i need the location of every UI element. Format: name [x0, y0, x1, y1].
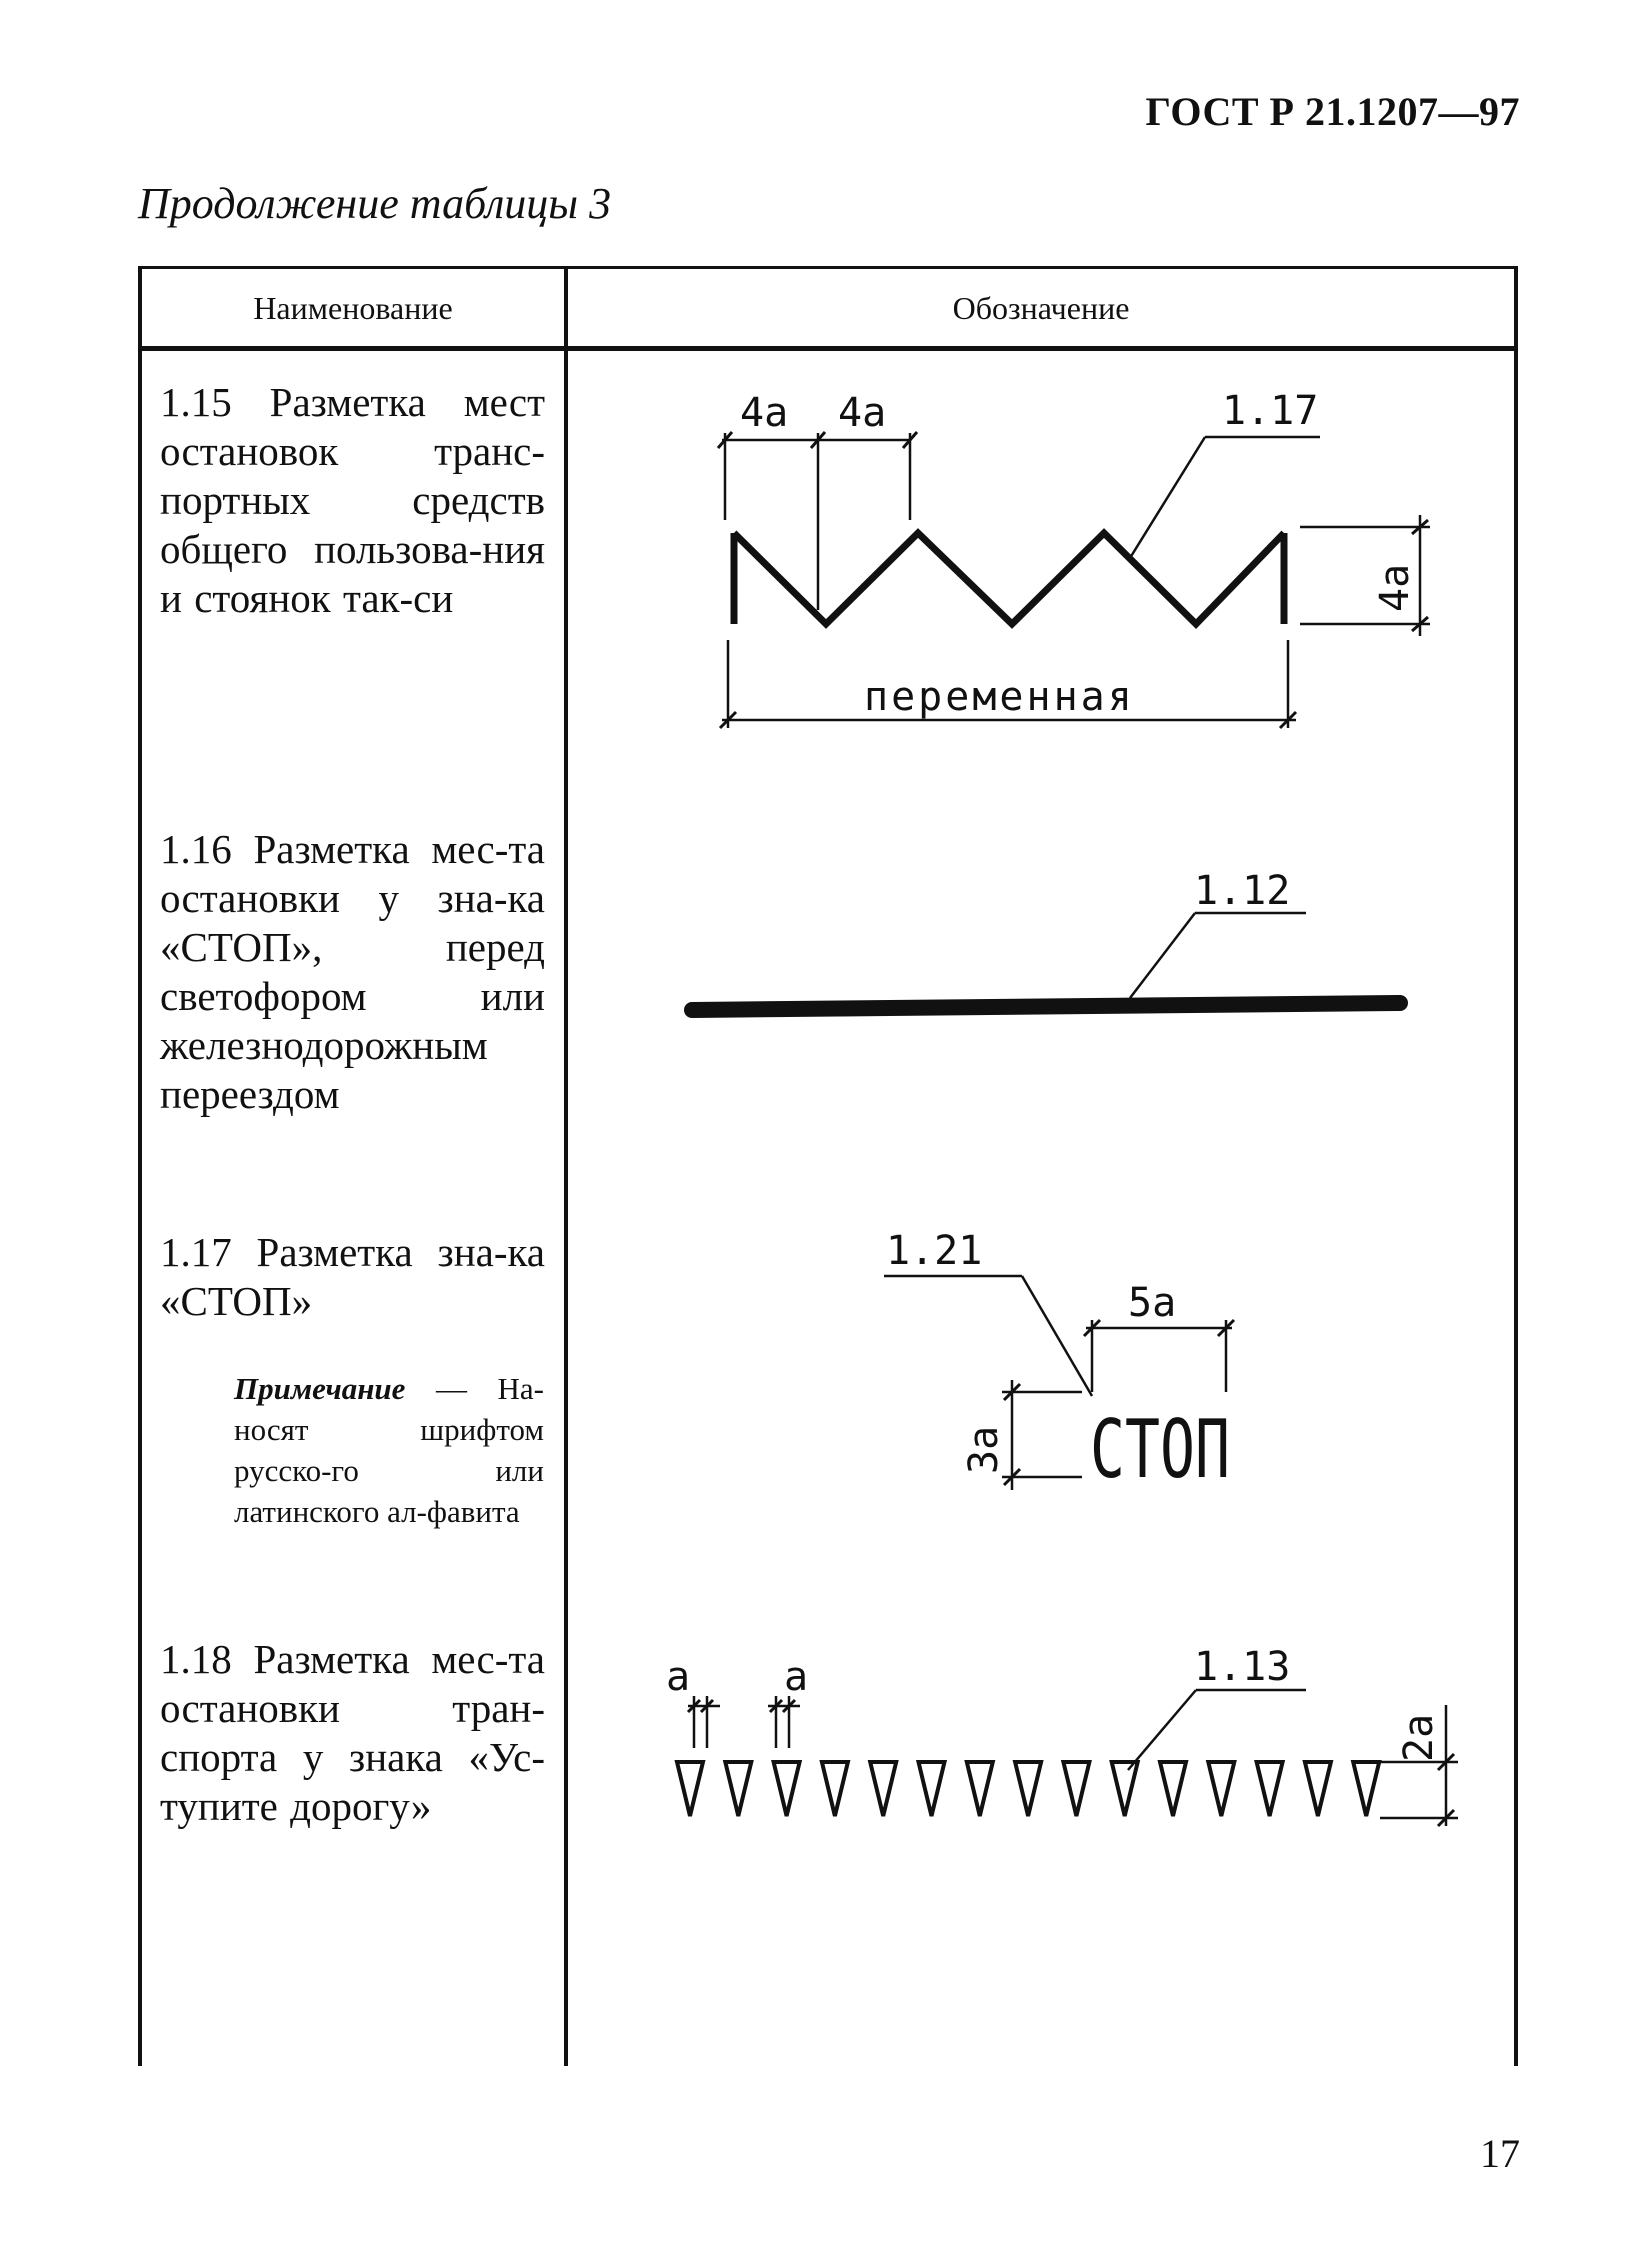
column-header-symbol: Обозначение: [952, 289, 1130, 326]
yield-triangle: [822, 1762, 848, 1816]
yield-triangle: [1305, 1762, 1331, 1816]
dim-label-5a: 5a: [1128, 1280, 1177, 1326]
yield-triangle: [919, 1762, 945, 1816]
dim-label-variable-width: переменная: [864, 674, 1135, 720]
triangle-row: [677, 1762, 1379, 1816]
yield-triangle: [1353, 1762, 1379, 1816]
row-1-15-name: 1.15 Разметка мест остановок транс-портных средств общего пользова-ния и стоянок так-си: [160, 379, 545, 621]
note-text: — На-носят шрифтом русско-го или латинского ал-фавита: [234, 1371, 544, 1529]
yield-triangle: [1208, 1762, 1234, 1816]
dim-label-4a-height: 4a: [1372, 563, 1418, 612]
ref-label-1-12: 1.12: [1194, 868, 1291, 914]
yield-triangle: [1112, 1762, 1138, 1816]
dim-label-3a: 3a: [961, 1425, 1007, 1474]
stop-line-marking: [692, 1003, 1400, 1010]
yield-triangle: [967, 1762, 993, 1816]
row-1-16-name: 1.16 Разметка мес-та остановки у зна-ка «СТОП», перед светофором или железнодорожным переездом: [160, 826, 545, 1117]
yield-triangle: [1063, 1762, 1089, 1816]
ref-label-1-21: 1.21: [886, 1228, 983, 1274]
zigzag-marking: [734, 533, 1284, 624]
dim-label-a-second: a: [784, 1654, 809, 1700]
dim-label-4a-first: 4a: [740, 390, 789, 436]
yield-triangle: [774, 1762, 800, 1816]
ref-label-1-17: 1.17: [1222, 388, 1319, 434]
table-caption: Продолжение таблицы 3: [138, 179, 612, 228]
row-1-17-name: 1.17 Разметка зна-ка «СТОП»: [160, 1229, 545, 1324]
note-label: Примечание: [234, 1371, 406, 1406]
yield-triangle: [677, 1762, 703, 1816]
stop-word-marking: СТОП: [1090, 1403, 1230, 1496]
dim-label-2a: 2a: [1396, 1713, 1442, 1762]
yield-triangle: [870, 1762, 896, 1816]
yield-triangle: [1015, 1762, 1041, 1816]
dim-label-4a-second: 4a: [838, 390, 887, 436]
yield-triangle: [725, 1762, 751, 1816]
yield-triangle: [1257, 1762, 1283, 1816]
page-number: 17: [1480, 2131, 1520, 2176]
ref-label-1-13: 1.13: [1194, 1644, 1291, 1690]
column-header-name: Наименование: [253, 289, 453, 326]
symbol-1-18: [677, 1690, 1458, 1826]
document-code: ГОСТ Р 21.1207—97: [1145, 89, 1520, 134]
row-1-18-name: 1.18 Разметка мес-та остановки тран-спорта у знака «Ус-тупите дорогу»: [160, 1636, 545, 1829]
dim-label-a-first: a: [666, 1654, 691, 1700]
yield-triangle: [1160, 1762, 1186, 1816]
symbol-1-16: [692, 913, 1400, 1010]
